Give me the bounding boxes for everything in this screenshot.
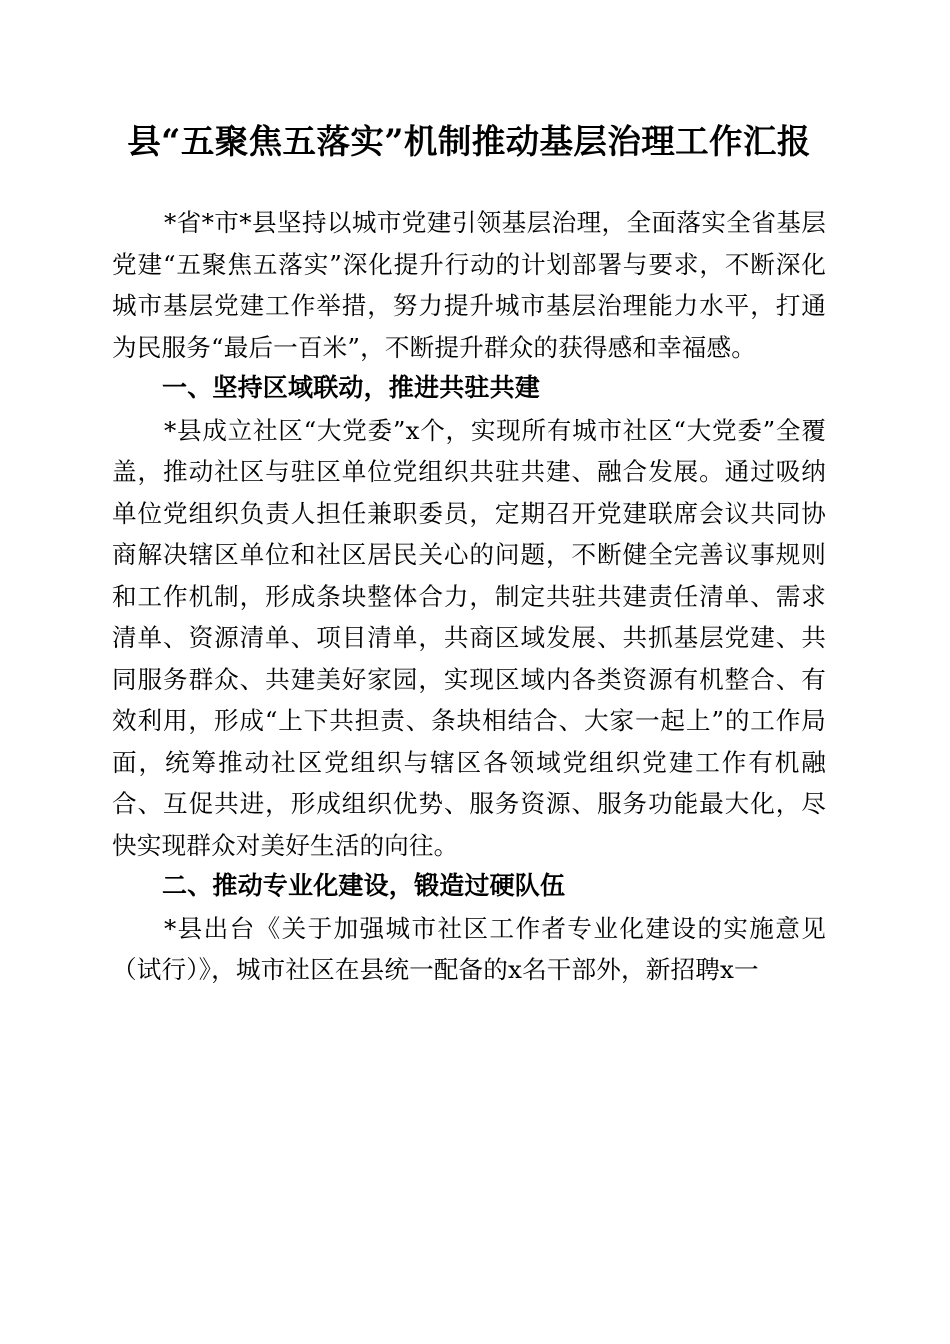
title-body-spacer — [112, 166, 826, 202]
document-content — [112, 118, 826, 991]
section-1-paragraph: *县成立社区“大党委”x个，实现所有城市社区“大党委”全覆盖，推动社区与驻区单位党组织共驻共建、融合发展。通过吸纳单位党组织负责人担任兼职委员，定期召开党建联席会议共同协商解决辖区单位和社区居民关心的问题，不断健全完善议事规则和工作机制，形成条块整体合力，制定共驻共建责任清单、需求清单、资源清单、项目清单，共商区域发展、共抓基层党建、共同服务群众、共建美好家园，实现区域内各类资源有机整合、有效利用，形成“上下共担责、条块相结合、大家一起上”的工作局面，统筹推动社区党组织与辖区各领域党组织党建工作有机融合、互促共进，形成组织优势、服务资源、服务功能最大化，尽快实现群众对美好生活的向往。 — [112, 415, 826, 860]
section-heading-1: 一、坚持区域联动，推进共驻共建 — [162, 374, 541, 402]
section-2-paragraph: *县出台《关于加强城市社区工作者专业化建设的实施意见（试行）》，城市社区在县统一配备的x名干部外，新招聘x一 — [112, 913, 826, 984]
page-title: 县“五聚焦五落实”机制推动基层治理工作汇报 — [127, 122, 811, 161]
intro-paragraph: *省*市*县坚持以城市党建引领基层治理，全面落实全省基层党建“五聚焦五落实”深化提升行动的计划部署与要求，不断深化城市基层党建工作举措，努力提升城市基层治理能力水平，打通为民服务“最后一百米”，不断提升群众的获得感和幸福感。 — [112, 208, 826, 362]
section-heading-2: 二、推动专业化建设，锻造过硬队伍 — [162, 872, 566, 900]
